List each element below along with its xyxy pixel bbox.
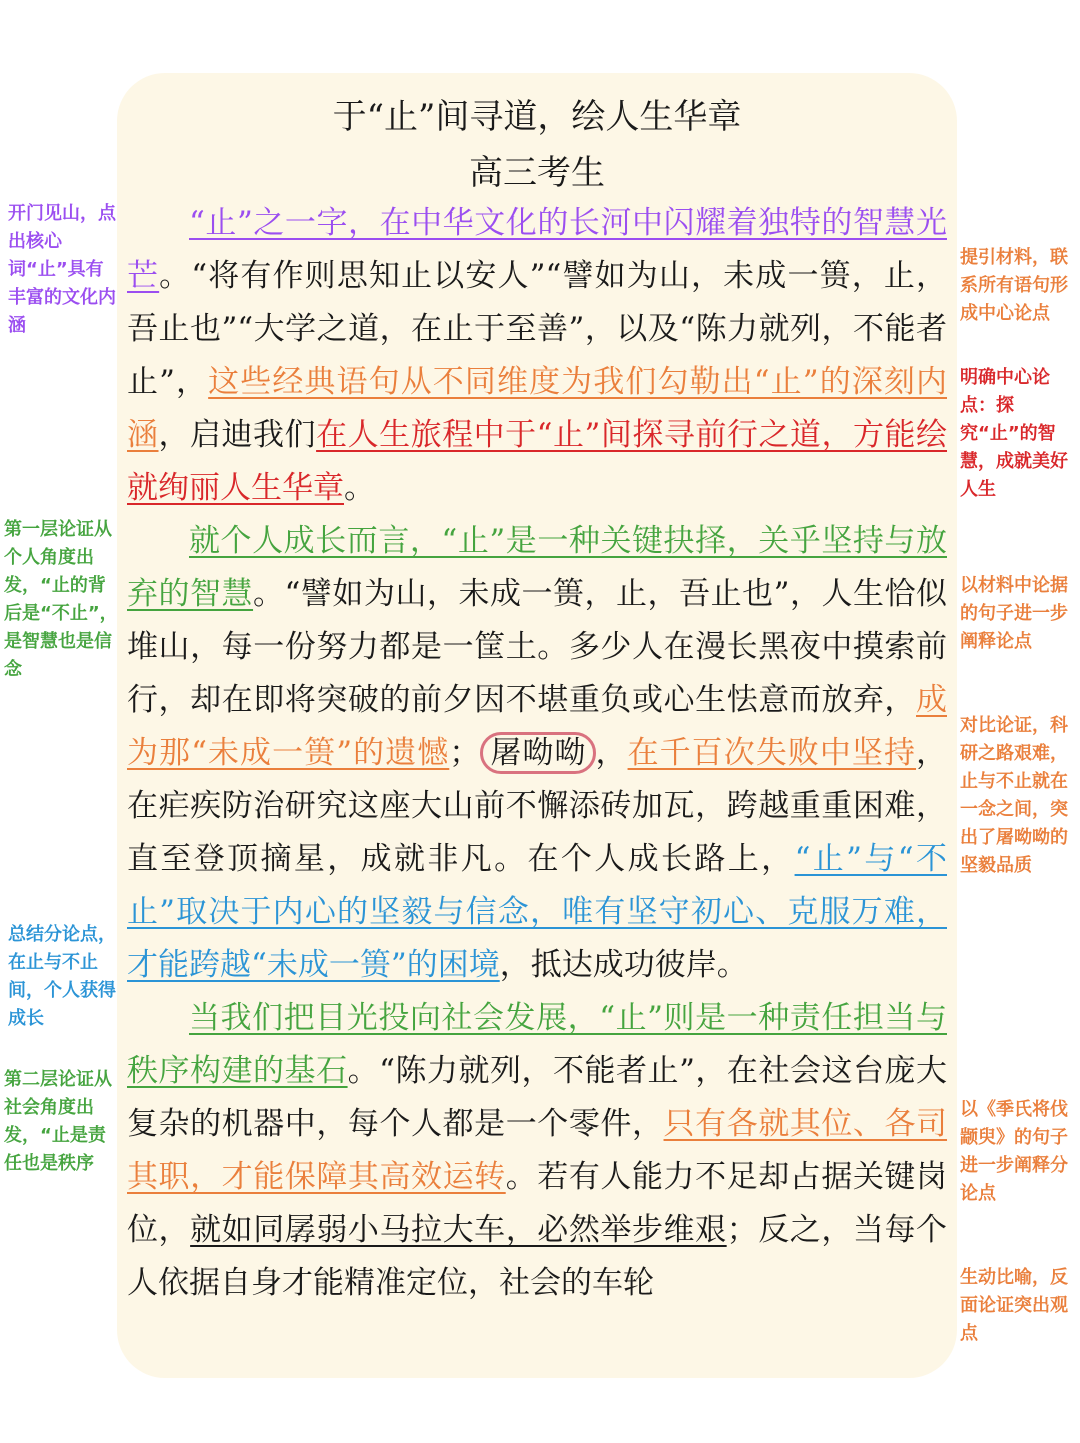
annotation-left-4: 第二层论证从社会角度出发，“止是责任也是秩序 (4, 1069, 112, 1174)
annotation-right-1: 提引材料，联系所有语句形成中心论点 (960, 247, 1068, 324)
paragraph-text: ，抵达成功彼岸。 (499, 947, 748, 983)
paragraph-text: ； (449, 735, 481, 771)
annotation-left-2: 第一层论证从个人角度出发，“止的背后是“不止”，是智慧也是信念 (4, 519, 118, 680)
highlight-sub-thesis-1: 就个人成长而言，“止”是一种关键抉择，关乎坚持与放弃的智慧 (127, 523, 947, 612)
circled-name: 屠呦呦 (480, 732, 595, 774)
essay-card (117, 73, 957, 1378)
annotation-right-4: 对比论证，科研之路艰难，止与不止就在一念之间，突出了屠呦呦的坚毅品质 (960, 715, 1068, 876)
paragraph-text: 。“将有作则思知止以安人”“譬如为山，未成一篑，止，吾止也”“大学之道，在止于至善”，以及“陈力就列，不能者止”， (127, 258, 947, 400)
highlight-central-thesis: 在人生旅程中于“止”间探寻前行之道，方能绘就绚丽人生华章 (127, 417, 948, 506)
highlight-metaphor: 就如同孱弱小马拉大车，必然举步维艰 (190, 1212, 727, 1248)
paragraph-3 (127, 992, 947, 1310)
annotation-right-6: 生动比喻，反面论证突出观点 (960, 1267, 1068, 1344)
highlight-sub-thesis-2: 当我们把目光投向社会发展，“止”则是一种责任担当与秩序构建的基石 (127, 1000, 947, 1089)
paragraph-text: ；反之，当每个人依据自身才能精准定位，社会的车轮 (127, 1212, 948, 1301)
annotation-left-3: 总结分论点，在止与不止间，个人获得成长 (8, 924, 116, 1029)
paragraph-text: 。“陈力就列，不能者止”，在社会这台庞大复杂的机器中，每个人都是一个零件， (127, 1053, 948, 1142)
essay-author: 高三考生 (469, 153, 605, 193)
annotation-left-1: 开门见山，点出核心词“止”具有丰富的文化内涵 (8, 203, 116, 336)
essay-title: 于“止”间寻道，绘人生华章 (332, 97, 742, 137)
highlight-summary-1: “止”与“不止”取决于内心的坚毅与信念，唯有坚守初心、克服万难，才能跨越“未成一篑”的困境 (127, 841, 947, 983)
paragraph-text: 。 (344, 470, 375, 506)
highlight-regret: 成为那“未成一篑”的遗憾 (127, 682, 947, 771)
paragraph-text: ，在疟疾防治研究这座大山前不懈添砖加瓦，跨越重重困难，直至登顶摘星，成就非凡。在个人成长路上， (127, 735, 948, 877)
annotation-right-5: 以《季氏将伐颛臾》的句子进一步阐释分论点 (960, 1099, 1068, 1204)
annotation-right-2: 明确中心论点：探究“止”的智慧，成就美好人生 (960, 367, 1068, 500)
paragraph-text: 。“譬如为山，未成一篑，止，吾止也”，人生恰似堆山，每一份努力都是一筐土。多少人在漫长黑夜中摸索前行，却在即将突破的前夕因不堪重负或心生怯意而放弃， (127, 576, 947, 718)
paragraph-text: 。若有人能力不足却占据关键岗位， (127, 1159, 947, 1248)
paragraph-text: ， (595, 735, 628, 771)
annotation-right-3: 以材料中论据的句子进一步阐释论点 (960, 575, 1068, 652)
paragraph-text: ，启迪我们 (158, 417, 317, 453)
highlight-core-concept: “止”之一字，在中华文化的长河中闪耀着独特的智慧光芒 (127, 205, 947, 294)
highlight-each-in-place: 只有各就其位、各司其职，才能保障其高效运转 (127, 1106, 948, 1195)
paragraph-1 (127, 197, 947, 515)
highlight-persistence: 在千百次失败中坚持 (627, 735, 917, 771)
highlight-material-summary: 这些经典语句从不同维度为我们勾勒出“止”的深刻内涵 (127, 364, 947, 453)
essay-body (127, 197, 947, 1310)
paragraph-2 (127, 515, 947, 992)
